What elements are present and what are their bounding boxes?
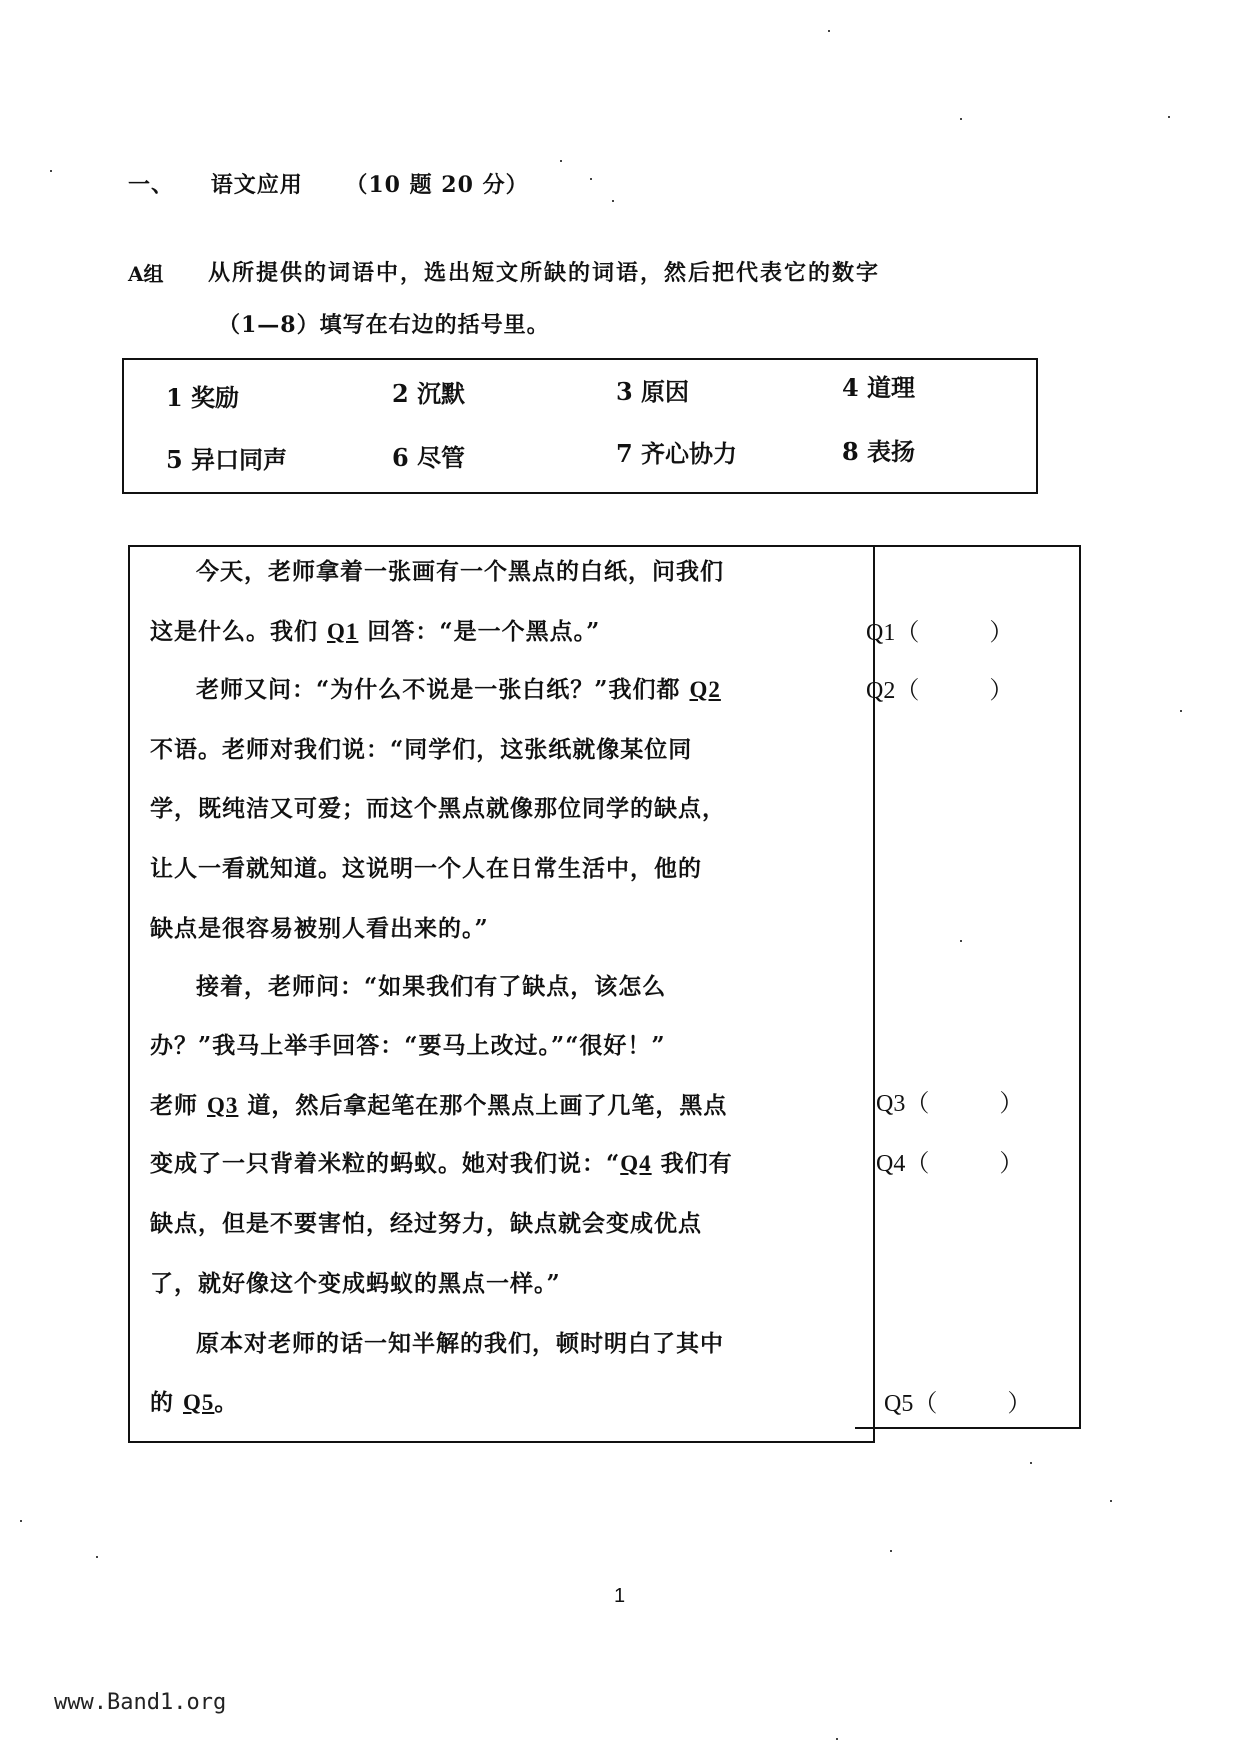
- word-option: 5 异口同声: [166, 445, 288, 474]
- blank-q1: Q1: [327, 619, 359, 644]
- scan-speck: [612, 200, 614, 202]
- section-score: （10 题 20 分）: [345, 172, 529, 198]
- answer-slot-q3[interactable]: Q3（ ）: [876, 1091, 1024, 1117]
- word-option: 8 表扬: [842, 437, 916, 466]
- scan-speck: [590, 178, 592, 180]
- group-label: A组: [128, 262, 164, 286]
- passage-line: 变成了一只背着米粒的蚂蚁。她对我们说：“Q4 我们有: [150, 1150, 733, 1177]
- word-option: 6 尽管: [392, 443, 466, 472]
- scan-speck: [1180, 710, 1182, 712]
- passage-line: 缺点是很容易被别人看出来的。”: [150, 915, 489, 942]
- passage-line: 这是什么。我们 Q1 回答：“是一个黑点。”: [150, 618, 601, 645]
- passage-line: 的 Q5。: [150, 1389, 239, 1416]
- scan-speck: [1030, 1462, 1032, 1464]
- scan-speck: [828, 30, 830, 32]
- scan-speck: [960, 118, 962, 120]
- footer-url: www.Band1.org: [54, 1690, 227, 1715]
- passage-line: 了，就好像这个变成蚂蚁的黑点一样。”: [150, 1270, 561, 1297]
- answer-slot-q2[interactable]: Q2（ ）: [866, 678, 1014, 704]
- passage-line: 原本对老师的话一知半解的我们，顿时明白了其中: [196, 1330, 724, 1357]
- word-option: 4 道理: [842, 373, 916, 402]
- instruction-line-2: （1—8）填写在右边的括号里。: [218, 312, 550, 338]
- passage-line: 办？”我马上举手回答：“要马上改过。”“很好！”: [150, 1032, 666, 1059]
- blank-q3: Q3: [207, 1093, 239, 1118]
- passage-line: 缺点，但是不要害怕，经过努力，缺点就会变成优点: [150, 1210, 702, 1237]
- scan-speck: [1168, 116, 1170, 118]
- scan-speck: [20, 1520, 22, 1522]
- scan-speck: [960, 940, 962, 942]
- passage-line: 今天，老师拿着一张画有一个黑点的白纸，问我们: [196, 558, 724, 585]
- passage-line: 让人一看就知道。这说明一个人在日常生活中，他的: [150, 855, 702, 882]
- passage-line: 老师 Q3 道，然后拿起笔在那个黑点上画了几笔，黑点: [150, 1092, 728, 1119]
- blank-q4: Q4: [620, 1151, 652, 1176]
- word-bank-box: [122, 358, 1038, 494]
- word-option: 3 原因: [616, 377, 690, 406]
- word-option: 2 沉默: [392, 379, 466, 408]
- scan-speck: [50, 170, 52, 172]
- passage-line: 接着，老师问：“如果我们有了缺点，该怎么: [196, 973, 667, 1000]
- scan-speck: [560, 160, 562, 162]
- blank-q2: Q2: [689, 677, 721, 702]
- word-option: 7 齐心协力: [616, 439, 738, 468]
- section-title: 语文应用: [210, 172, 303, 198]
- answer-slot-q5[interactable]: Q5（ ）: [884, 1391, 1032, 1417]
- passage-line: 学，既纯洁又可爱；而这个黑点就像那位同学的缺点，: [150, 795, 726, 822]
- scan-speck: [96, 1556, 98, 1558]
- section-heading: [128, 168, 529, 199]
- scan-speck: [890, 1550, 892, 1552]
- section-number: 一、: [128, 172, 175, 198]
- blank-q5: Q5: [183, 1390, 215, 1415]
- answer-slot-q4[interactable]: Q4（ ）: [876, 1151, 1024, 1177]
- word-option: 1 奖励: [166, 383, 240, 412]
- passage-line: 老师又问：“为什么不说是一张白纸？”我们都 Q2: [196, 676, 721, 703]
- scan-speck: [1110, 1500, 1112, 1502]
- scan-speck: [836, 1738, 838, 1740]
- answer-slot-q1[interactable]: Q1（ ）: [866, 620, 1014, 646]
- instruction-line-1: 从所提供的词语中，选出短文所缺的词语，然后把代表它的数字: [208, 260, 881, 286]
- passage-line: 不语。老师对我们说：“同学们，这张纸就像某位同: [150, 736, 693, 763]
- page-number: 1: [614, 1585, 626, 1607]
